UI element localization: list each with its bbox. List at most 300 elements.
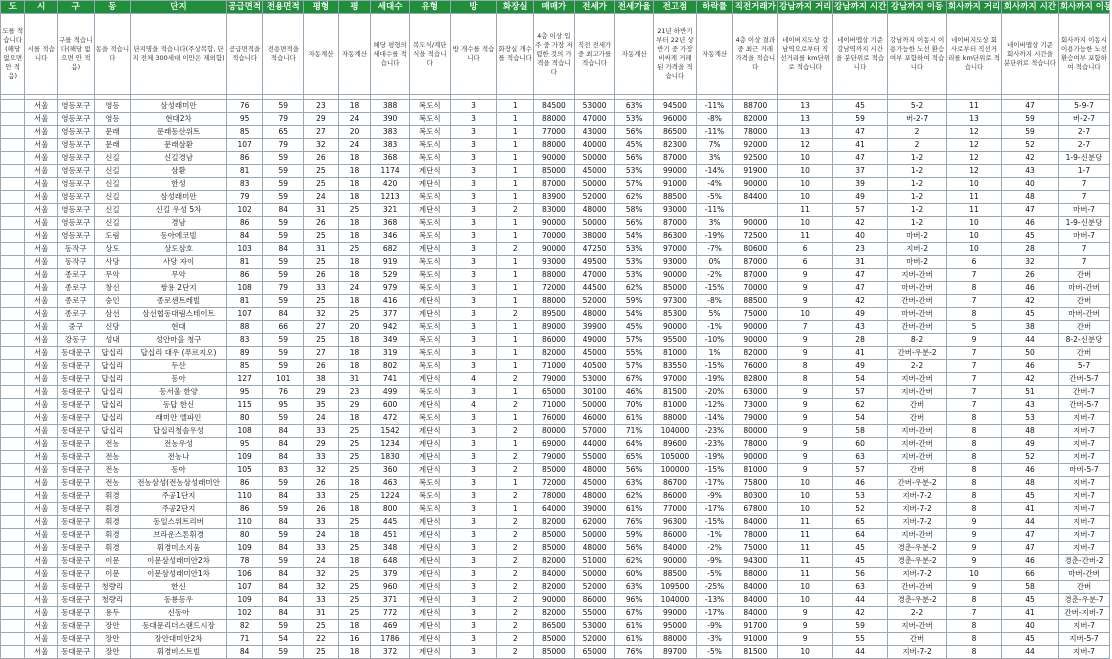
cell-sale[interactable]: 90000: [534, 243, 575, 256]
cell-jeonse[interactable]: 51000: [574, 555, 615, 568]
cell-peak[interactable]: 90000: [654, 321, 697, 334]
cell-recent[interactable]: [733, 204, 778, 217]
cell-jeonse[interactable]: 40500: [574, 360, 615, 373]
cell-jeonse[interactable]: 55000: [574, 451, 615, 464]
cell-co_route[interactable]: 지버-7: [1058, 516, 1109, 529]
cell-do[interactable]: [1, 243, 25, 256]
cell-jeonse[interactable]: 52000: [574, 191, 615, 204]
column-description-supply[interactable]: 공급면적을 적습니다: [226, 14, 263, 95]
column-description-si[interactable]: 시를 적습니다: [25, 14, 58, 95]
cell-gn_route[interactable]: 경춘-우분-2: [888, 555, 947, 568]
cell-gn_dist[interactable]: 9: [778, 607, 833, 620]
cell-exclusive[interactable]: 84: [263, 308, 304, 321]
cell-jeonse_ratio[interactable]: 57%: [615, 360, 654, 373]
column-header-jeonse[interactable]: 전세가: [574, 1, 615, 14]
cell-co_route[interactable]: 지버-5-7: [1058, 633, 1109, 646]
cell-dong[interactable]: 장안: [94, 646, 131, 659]
cell-pyeong[interactable]: 18: [338, 165, 371, 178]
cell-gn_route[interactable]: 경춘-우분-2: [888, 542, 947, 555]
cell-type[interactable]: 복도식: [409, 100, 450, 113]
cell-danji[interactable]: 종로센트레빌: [131, 295, 227, 308]
cell-drop[interactable]: -15%: [696, 464, 733, 477]
cell-sale[interactable]: 82000: [534, 516, 575, 529]
cell-recent[interactable]: 84000: [733, 581, 778, 594]
cell-households[interactable]: 499: [371, 386, 410, 399]
cell-supply[interactable]: 127: [226, 373, 263, 386]
cell-supply[interactable]: 84: [226, 646, 263, 659]
cell-jeonse[interactable]: 48000: [574, 308, 615, 321]
cell-pyeongsu[interactable]: 26: [304, 477, 339, 490]
cell-si[interactable]: 서울: [25, 399, 58, 412]
cell-peak[interactable]: 89600: [654, 438, 697, 451]
cell-gu[interactable]: 동대문구: [57, 542, 94, 555]
cell-co_dist[interactable]: 11: [947, 100, 1002, 113]
cell-drop[interactable]: -19%: [696, 373, 733, 386]
cell-pyeongsu[interactable]: 22: [304, 633, 339, 646]
cell-dong[interactable]: 창신: [94, 282, 131, 295]
cell-sale[interactable]: 79000: [534, 451, 575, 464]
cell-co_route[interactable]: 마버-간버: [1058, 282, 1109, 295]
cell-rooms[interactable]: 3: [450, 581, 497, 594]
cell-exclusive[interactable]: 59: [263, 646, 304, 659]
cell-danji[interactable]: 쌍용 2단지: [131, 282, 227, 295]
cell-households[interactable]: 371: [371, 594, 410, 607]
cell-supply[interactable]: 108: [226, 425, 263, 438]
cell-peak[interactable]: 95000: [654, 620, 697, 633]
cell-jeonse[interactable]: 55000: [574, 607, 615, 620]
cell-supply[interactable]: 83: [226, 334, 263, 347]
cell-recent[interactable]: 75000: [733, 308, 778, 321]
cell-pyeongsu[interactable]: 29: [304, 438, 339, 451]
cell-co_dist[interactable]: 7: [947, 347, 1002, 360]
cell-dong[interactable]: 장안: [94, 633, 131, 646]
cell-exclusive[interactable]: 101: [263, 373, 304, 386]
cell-drop[interactable]: -19%: [696, 451, 733, 464]
cell-pyeong[interactable]: 18: [338, 295, 371, 308]
cell-recent[interactable]: 72500: [733, 230, 778, 243]
cell-co_dist[interactable]: 8: [947, 308, 1002, 321]
cell-type[interactable]: 복도식: [409, 321, 450, 334]
cell-households[interactable]: 451: [371, 529, 410, 542]
cell-jeonse[interactable]: 65000: [574, 646, 615, 659]
cell-jeonse[interactable]: 50000: [574, 217, 615, 230]
cell-baths[interactable]: 1: [497, 386, 534, 399]
cell-supply[interactable]: 107: [226, 581, 263, 594]
cell-type[interactable]: 계단식: [409, 373, 450, 386]
cell-dong[interactable]: 답십리: [94, 399, 131, 412]
cell-recent[interactable]: 92000: [733, 139, 778, 152]
cell-co_dist[interactable]: 10: [947, 243, 1002, 256]
cell-recent[interactable]: 91900: [733, 165, 778, 178]
cell-households[interactable]: 372: [371, 646, 410, 659]
column-description-pyeongsu[interactable]: 자동계산: [304, 14, 339, 95]
cell-baths[interactable]: 2: [497, 373, 534, 386]
cell-type[interactable]: 복도식: [409, 490, 450, 503]
cell-co_time[interactable]: 45: [1001, 633, 1058, 646]
cell-pyeong[interactable]: 20: [338, 321, 371, 334]
cell-rooms[interactable]: 3: [450, 607, 497, 620]
cell-gu[interactable]: 동대문구: [57, 555, 94, 568]
cell-dong[interactable]: 무악: [94, 269, 131, 282]
cell-pyeong[interactable]: 18: [338, 347, 371, 360]
cell-gn_dist[interactable]: 9: [778, 620, 833, 633]
cell-jeonse_ratio[interactable]: 71%: [615, 425, 654, 438]
cell-gu[interactable]: 동대문구: [57, 620, 94, 633]
cell-drop[interactable]: -12%: [696, 399, 733, 412]
cell-jeonse_ratio[interactable]: 53%: [615, 269, 654, 282]
cell-co_dist[interactable]: 6: [947, 256, 1002, 269]
cell-jeonse[interactable]: 44500: [574, 282, 615, 295]
cell-gn_time[interactable]: 31: [833, 256, 888, 269]
cell-danji[interactable]: 한성: [131, 178, 227, 191]
cell-co_time[interactable]: 41: [1001, 503, 1058, 516]
cell-co_dist[interactable]: 10: [947, 230, 1002, 243]
cell-peak[interactable]: 93000: [654, 256, 697, 269]
column-header-type[interactable]: 유형: [409, 1, 450, 14]
cell-exclusive[interactable]: 84: [263, 594, 304, 607]
cell-households[interactable]: 1542: [371, 425, 410, 438]
cell-jeonse_ratio[interactable]: 58%: [615, 204, 654, 217]
cell-supply[interactable]: 78: [226, 555, 263, 568]
cell-baths[interactable]: 1: [497, 321, 534, 334]
cell-households[interactable]: 741: [371, 373, 410, 386]
cell-co_time[interactable]: 40: [1001, 178, 1058, 191]
cell-peak[interactable]: 90000: [654, 555, 697, 568]
cell-baths[interactable]: 1: [497, 269, 534, 282]
column-header-danji[interactable]: 단지: [131, 1, 227, 14]
cell-jeonse_ratio[interactable]: 61%: [615, 412, 654, 425]
cell-peak[interactable]: 91000: [654, 178, 697, 191]
cell-sale[interactable]: 84000: [534, 568, 575, 581]
cell-rooms[interactable]: 3: [450, 256, 497, 269]
cell-pyeong[interactable]: 25: [338, 568, 371, 581]
cell-gn_dist[interactable]: 11: [778, 568, 833, 581]
cell-pyeong[interactable]: 18: [338, 100, 371, 113]
cell-co_route[interactable]: 마버-7: [1058, 204, 1109, 217]
cell-type[interactable]: 복도식: [409, 282, 450, 295]
cell-jeonse_ratio[interactable]: 56%: [615, 217, 654, 230]
cell-type[interactable]: 복도식: [409, 256, 450, 269]
cell-pyeong[interactable]: 25: [338, 542, 371, 555]
cell-exclusive[interactable]: 59: [263, 620, 304, 633]
cell-baths[interactable]: 2: [497, 620, 534, 633]
cell-jeonse[interactable]: 30100: [574, 386, 615, 399]
cell-gn_dist[interactable]: 9: [778, 451, 833, 464]
cell-co_dist[interactable]: 8: [947, 412, 1002, 425]
cell-co_time[interactable]: 66: [1001, 568, 1058, 581]
cell-jeonse[interactable]: 45000: [574, 347, 615, 360]
cell-co_dist[interactable]: 10: [947, 178, 1002, 191]
cell-dong[interactable]: 상도: [94, 243, 131, 256]
cell-baths[interactable]: 1: [497, 217, 534, 230]
cell-co_route[interactable]: 1-7: [1058, 165, 1109, 178]
cell-exclusive[interactable]: 59: [263, 217, 304, 230]
cell-danji[interactable]: 성안마을 청구: [131, 334, 227, 347]
cell-recent[interactable]: 79000: [733, 412, 778, 425]
cell-type[interactable]: 복도식: [409, 412, 450, 425]
cell-co_route[interactable]: 간버: [1058, 581, 1109, 594]
cell-pyeong[interactable]: 18: [338, 555, 371, 568]
cell-dong[interactable]: 신길: [94, 165, 131, 178]
cell-supply[interactable]: 115: [226, 399, 263, 412]
cell-pyeongsu[interactable]: 33: [304, 516, 339, 529]
cell-gu[interactable]: 영등포구: [57, 204, 94, 217]
cell-pyeongsu[interactable]: 29: [304, 386, 339, 399]
cell-gn_time[interactable]: 47: [833, 126, 888, 139]
column-description-do[interactable]: 도를 적습니다(해당 없으면 안 적음): [1, 14, 25, 95]
cell-type[interactable]: 복도식: [409, 152, 450, 165]
cell-co_time[interactable]: 48: [1001, 477, 1058, 490]
cell-gn_route[interactable]: 간버: [888, 464, 947, 477]
cell-jeonse_ratio[interactable]: 57%: [615, 178, 654, 191]
cell-recent[interactable]: 94300: [733, 555, 778, 568]
cell-peak[interactable]: 87000: [654, 217, 697, 230]
cell-recent[interactable]: 90000: [733, 334, 778, 347]
cell-danji[interactable]: 동아: [131, 373, 227, 386]
cell-sale[interactable]: 90000: [534, 594, 575, 607]
cell-drop[interactable]: -17%: [696, 607, 733, 620]
cell-recent[interactable]: 81500: [733, 646, 778, 659]
cell-si[interactable]: 서울: [25, 126, 58, 139]
cell-co_dist[interactable]: 8: [947, 503, 1002, 516]
cell-pyeong[interactable]: 18: [338, 230, 371, 243]
cell-sale[interactable]: 89500: [534, 308, 575, 321]
cell-drop[interactable]: 7%: [696, 139, 733, 152]
cell-supply[interactable]: 86: [226, 269, 263, 282]
cell-exclusive[interactable]: 84: [263, 568, 304, 581]
column-header-co_dist[interactable]: 회사까지 거리: [948, 2, 1001, 12]
cell-jeonse_ratio[interactable]: 56%: [615, 542, 654, 555]
cell-do[interactable]: [1, 399, 25, 412]
cell-gn_route[interactable]: 1-2: [888, 217, 947, 230]
cell-recent[interactable]: 90000: [733, 451, 778, 464]
cell-gu[interactable]: 동대문구: [57, 490, 94, 503]
cell-si[interactable]: 서울: [25, 503, 58, 516]
cell-pyeongsu[interactable]: 33: [304, 542, 339, 555]
cell-co_dist[interactable]: 7: [947, 295, 1002, 308]
cell-pyeong[interactable]: 18: [338, 152, 371, 165]
cell-co_dist[interactable]: 7: [947, 607, 1002, 620]
cell-baths[interactable]: 2: [497, 204, 534, 217]
cell-si[interactable]: 서울: [25, 295, 58, 308]
cell-households[interactable]: 463: [371, 477, 410, 490]
cell-gu[interactable]: 동작구: [57, 256, 94, 269]
cell-peak[interactable]: 84000: [654, 542, 697, 555]
cell-co_time[interactable]: 28: [1001, 243, 1058, 256]
cell-danji[interactable]: 동아에코빌: [131, 230, 227, 243]
cell-danji[interactable]: 현대2차: [131, 113, 227, 126]
cell-jeonse[interactable]: 39000: [574, 503, 615, 516]
cell-do[interactable]: [1, 568, 25, 581]
cell-si[interactable]: 서울: [25, 204, 58, 217]
cell-baths[interactable]: 2: [497, 594, 534, 607]
cell-pyeong[interactable]: 18: [338, 217, 371, 230]
column-description-baths[interactable]: 화장실 개수를 적습니다: [497, 14, 534, 95]
cell-gn_time[interactable]: 57: [833, 464, 888, 477]
column-header-peak[interactable]: 전고점: [654, 1, 697, 14]
cell-gu[interactable]: 동대문구: [57, 594, 94, 607]
cell-pyeong[interactable]: 18: [338, 191, 371, 204]
cell-gn_dist[interactable]: 10: [778, 308, 833, 321]
cell-pyeong[interactable]: 18: [338, 360, 371, 373]
cell-do[interactable]: [1, 282, 25, 295]
cell-peak[interactable]: 88000: [654, 633, 697, 646]
cell-supply[interactable]: 71: [226, 633, 263, 646]
cell-co_dist[interactable]: 9: [947, 529, 1002, 542]
cell-gn_dist[interactable]: 10: [778, 477, 833, 490]
cell-co_route[interactable]: 간버: [1058, 321, 1109, 334]
cell-dong[interactable]: 전농: [94, 477, 131, 490]
cell-gn_dist[interactable]: 8: [778, 373, 833, 386]
cell-drop[interactable]: -8%: [696, 113, 733, 126]
cell-gn_route[interactable]: 지버-7-2: [888, 568, 947, 581]
cell-drop[interactable]: -7%: [696, 243, 733, 256]
cell-co_dist[interactable]: 7: [947, 269, 1002, 282]
cell-gn_time[interactable]: 63: [833, 581, 888, 594]
cell-exclusive[interactable]: 84: [263, 490, 304, 503]
cell-baths[interactable]: 1: [497, 256, 534, 269]
cell-jeonse[interactable]: 45000: [574, 165, 615, 178]
cell-type[interactable]: 복도식: [409, 113, 450, 126]
cell-do[interactable]: [1, 191, 25, 204]
column-description-dong[interactable]: 동을 적습니다: [94, 14, 131, 95]
cell-co_dist[interactable]: 9: [947, 516, 1002, 529]
cell-pyeongsu[interactable]: 31: [304, 607, 339, 620]
cell-si[interactable]: 서울: [25, 425, 58, 438]
cell-households[interactable]: 1174: [371, 165, 410, 178]
cell-baths[interactable]: 2: [497, 243, 534, 256]
cell-co_time[interactable]: 59: [1001, 126, 1058, 139]
column-header-dong[interactable]: 동: [94, 1, 131, 14]
cell-supply[interactable]: 95: [226, 386, 263, 399]
cell-exclusive[interactable]: 66: [263, 321, 304, 334]
cell-exclusive[interactable]: 59: [263, 555, 304, 568]
cell-jeonse_ratio[interactable]: 53%: [615, 113, 654, 126]
cell-pyeong[interactable]: 25: [338, 581, 371, 594]
cell-recent[interactable]: 78000: [733, 126, 778, 139]
cell-pyeongsu[interactable]: 25: [304, 620, 339, 633]
cell-rooms[interactable]: 3: [450, 490, 497, 503]
cell-jeonse_ratio[interactable]: 62%: [615, 191, 654, 204]
cell-households[interactable]: 469: [371, 620, 410, 633]
cell-pyeongsu[interactable]: 33: [304, 451, 339, 464]
cell-peak[interactable]: 90000: [654, 269, 697, 282]
cell-co_time[interactable]: 45: [1001, 490, 1058, 503]
cell-gn_route[interactable]: 간버: [888, 399, 947, 412]
column-description-jeonse[interactable]: 직전 전세가 중 최고가를 적습니다: [574, 14, 615, 95]
cell-rooms[interactable]: 3: [450, 568, 497, 581]
cell-recent[interactable]: 70000: [733, 282, 778, 295]
column-description-gu[interactable]: 구를 적습니다(해당 없으면 안 적음): [57, 14, 94, 95]
cell-gn_route[interactable]: 간버-간버: [888, 321, 947, 334]
cell-baths[interactable]: 2: [497, 568, 534, 581]
cell-sale[interactable]: 85000: [534, 633, 575, 646]
cell-sale[interactable]: 85000: [534, 646, 575, 659]
cell-drop[interactable]: -17%: [696, 477, 733, 490]
cell-jeonse_ratio[interactable]: 46%: [615, 386, 654, 399]
cell-jeonse[interactable]: 47000: [574, 113, 615, 126]
cell-do[interactable]: [1, 646, 25, 659]
cell-gn_dist[interactable]: 13: [778, 113, 833, 126]
cell-peak[interactable]: 85000: [654, 282, 697, 295]
cell-co_time[interactable]: 40: [1001, 620, 1058, 633]
column-header-do[interactable]: 도: [1, 1, 25, 14]
cell-co_time[interactable]: 45: [1001, 230, 1058, 243]
cell-pyeong[interactable]: 18: [338, 412, 371, 425]
cell-jeonse[interactable]: 45000: [574, 477, 615, 490]
cell-jeonse_ratio[interactable]: 63%: [615, 477, 654, 490]
cell-gn_time[interactable]: 47: [833, 269, 888, 282]
cell-recent[interactable]: 73000: [733, 399, 778, 412]
cell-recent[interactable]: 75000: [733, 542, 778, 555]
cell-drop[interactable]: -11%: [696, 100, 733, 113]
cell-supply[interactable]: 81: [226, 165, 263, 178]
cell-gn_time[interactable]: 62: [833, 399, 888, 412]
cell-gn_route[interactable]: 1-2: [888, 204, 947, 217]
cell-exclusive[interactable]: 59: [263, 477, 304, 490]
cell-jeonse[interactable]: 49500: [574, 256, 615, 269]
cell-recent[interactable]: 88700: [733, 100, 778, 113]
cell-gn_route[interactable]: 1-2: [888, 178, 947, 191]
cell-gn_time[interactable]: 60: [833, 438, 888, 451]
cell-gu[interactable]: 동대문구: [57, 347, 94, 360]
cell-do[interactable]: [1, 464, 25, 477]
cell-rooms[interactable]: 3: [450, 282, 497, 295]
cell-households[interactable]: 379: [371, 568, 410, 581]
cell-jeonse_ratio[interactable]: 53%: [615, 243, 654, 256]
cell-exclusive[interactable]: 59: [263, 191, 304, 204]
cell-dong[interactable]: 성내: [94, 334, 131, 347]
cell-co_route[interactable]: 지버-7: [1058, 529, 1109, 542]
cell-baths[interactable]: 1: [497, 438, 534, 451]
cell-do[interactable]: [1, 178, 25, 191]
cell-co_route[interactable]: 간버-5-7: [1058, 399, 1109, 412]
cell-rooms[interactable]: 3: [450, 347, 497, 360]
cell-jeonse[interactable]: 53000: [574, 373, 615, 386]
cell-co_time[interactable]: 59: [1001, 113, 1058, 126]
cell-si[interactable]: 서울: [25, 308, 58, 321]
column-header-drop[interactable]: 하락률: [696, 1, 733, 14]
cell-recent[interactable]: 90000: [733, 217, 778, 230]
cell-co_route[interactable]: 경춘-간버-2: [1058, 555, 1109, 568]
cell-pyeongsu[interactable]: 24: [304, 555, 339, 568]
cell-gn_time[interactable]: 45: [833, 100, 888, 113]
cell-peak[interactable]: 96000: [654, 113, 697, 126]
cell-gn_time[interactable]: 57: [833, 386, 888, 399]
cell-gu[interactable]: 동작구: [57, 243, 94, 256]
cell-co_route[interactable]: 8-2-신분당: [1058, 334, 1109, 347]
cell-pyeong[interactable]: 25: [338, 243, 371, 256]
cell-gn_dist[interactable]: 9: [778, 269, 833, 282]
cell-pyeongsu[interactable]: 35: [304, 399, 339, 412]
cell-supply[interactable]: 86: [226, 477, 263, 490]
cell-gn_dist[interactable]: 11: [778, 204, 833, 217]
cell-co_dist[interactable]: 8: [947, 477, 1002, 490]
cell-do[interactable]: [1, 425, 25, 438]
cell-drop[interactable]: -15%: [696, 360, 733, 373]
cell-jeonse_ratio[interactable]: 62%: [615, 490, 654, 503]
cell-do[interactable]: [1, 477, 25, 490]
cell-si[interactable]: 서울: [25, 139, 58, 152]
cell-peak[interactable]: 86700: [654, 477, 697, 490]
cell-supply[interactable]: 102: [226, 204, 263, 217]
cell-supply[interactable]: 79: [226, 191, 263, 204]
cell-recent[interactable]: 84000: [733, 607, 778, 620]
cell-gn_time[interactable]: 41: [833, 347, 888, 360]
cell-co_route[interactable]: 마버-7: [1058, 230, 1109, 243]
cell-si[interactable]: 서울: [25, 386, 58, 399]
cell-rooms[interactable]: 3: [450, 464, 497, 477]
